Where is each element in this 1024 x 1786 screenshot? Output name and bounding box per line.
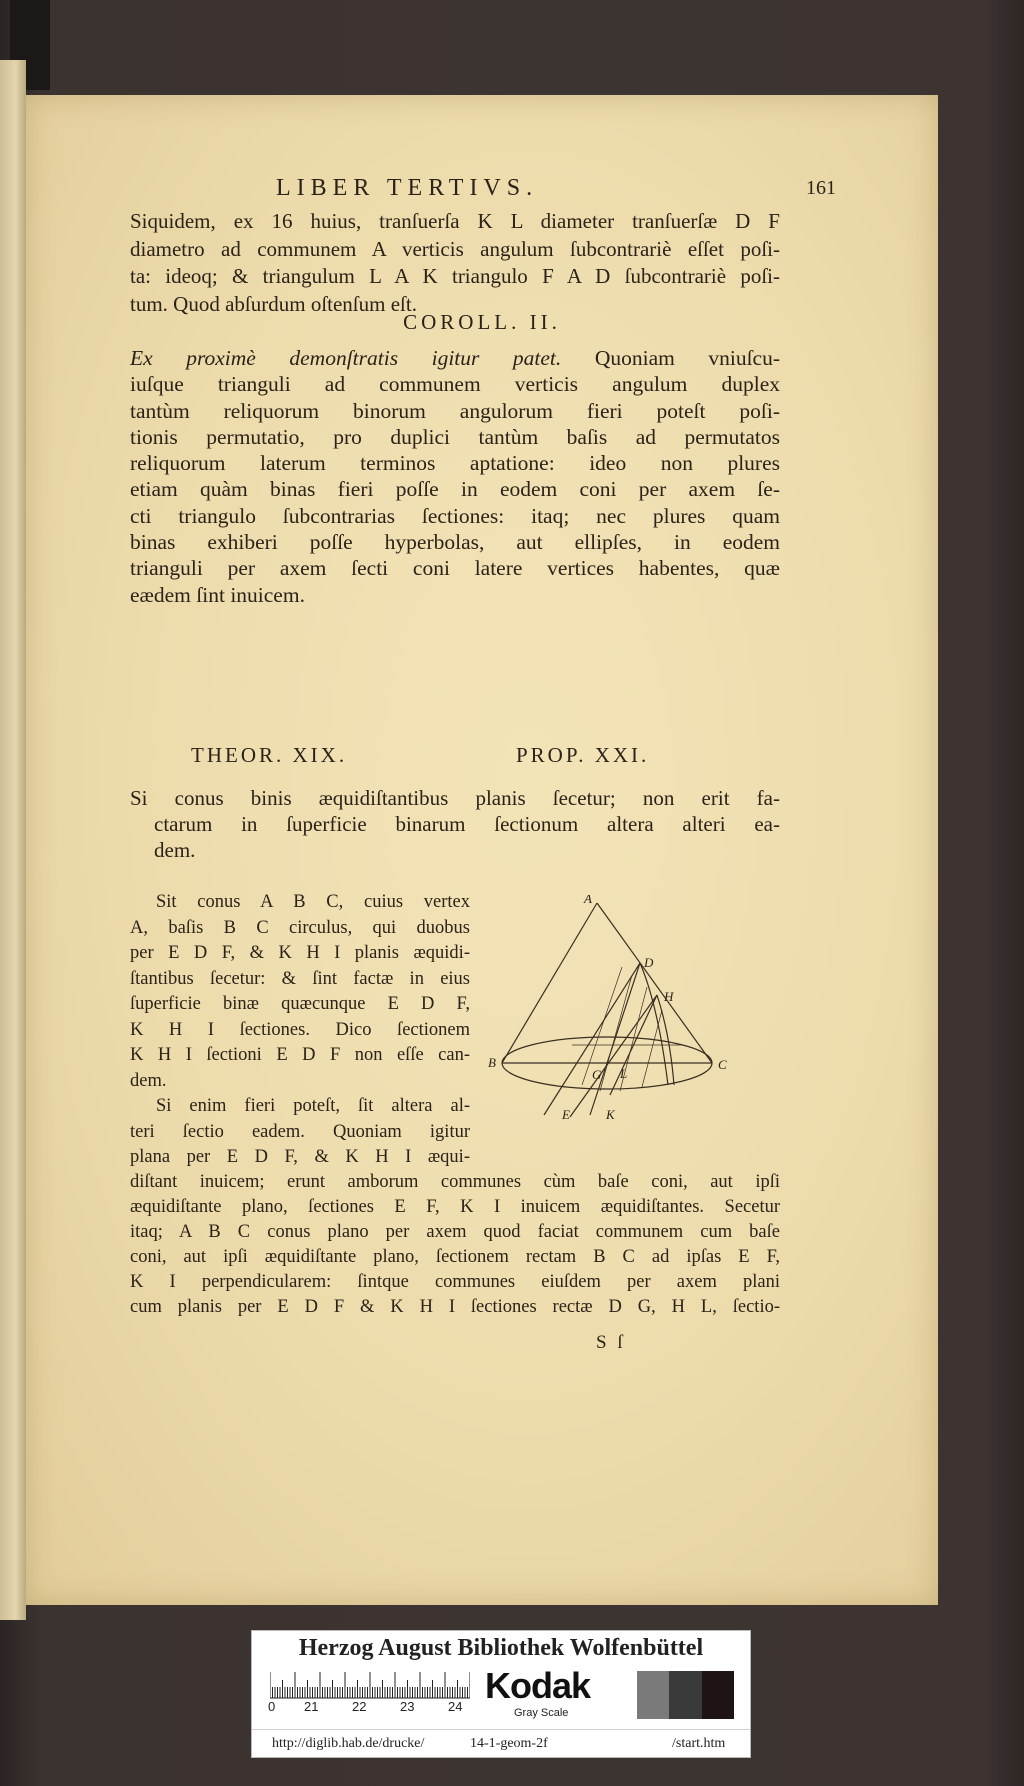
corollary-text <box>130 345 780 608</box>
kodak-logo: Kodak <box>485 1665 591 1706</box>
book-page <box>26 95 938 1605</box>
text-line: Siquidem, ex 16 huius, tranſuerſa K L diameter tranſuerſæ D F <box>130 209 780 233</box>
color-calibration-card <box>251 1630 751 1758</box>
label-c: C <box>718 1057 727 1072</box>
text-line: trianguli per axem ſecti coni latere vertices habentes, quæ <box>130 556 780 581</box>
cone-side-ab <box>502 903 597 1063</box>
text-line: reliquorum laterum terminos aptatione: ideo non plures <box>130 451 780 476</box>
text-line: cum planis per E D F & K H I ſectiones rectæ D G, H L, ſectio- <box>130 1297 780 1317</box>
ruler-label: 22 <box>352 1699 367 1714</box>
card-start-link: /start.htm <box>672 1736 726 1751</box>
ruler-label: 23 <box>400 1699 415 1714</box>
card-url: http://diglib.hab.de/drucke/ <box>272 1736 425 1751</box>
text-line: dem. <box>130 1070 167 1091</box>
text-line: teri ſectio eadem. Quoniam igitur <box>130 1121 470 1142</box>
card-shelfmark: 14-1-geom-2f <box>470 1736 548 1751</box>
section-line-hk <box>570 995 657 1117</box>
label-l: L <box>620 1066 628 1081</box>
text-line: tantùm reliquorum binorum angulorum fieri poteſt poſi- <box>130 398 780 423</box>
label-h: H <box>664 989 674 1004</box>
running-header <box>276 175 836 202</box>
hatch-line <box>582 967 622 1085</box>
text-line: A, baſis B C circulus, qui duobus <box>130 917 470 938</box>
text-line: Si enim fieri poteſt, ſit altera al- <box>156 1096 470 1116</box>
swatch-dark <box>669 1671 702 1719</box>
text-line: K H I ſectioni E D F non eſſe can- <box>130 1045 470 1065</box>
text-line: ta: ideoq; & triangulum L A K triangulo F A D ſubcontrariè poſi- <box>130 264 780 288</box>
label-k: K <box>606 1107 615 1122</box>
proposition-number: PROP. XXI. <box>516 743 650 767</box>
corollary-heading: COROLL. II. <box>403 310 561 334</box>
text-line: Si conus binis æquidiſtantibus planis ſecetur; non erit fa- <box>130 786 780 810</box>
label-e: E <box>562 1107 570 1122</box>
ruler-label: 21 <box>304 1699 319 1714</box>
corollary-first-line: Quoniam vniuſcu- <box>594 346 781 370</box>
label-a: A <box>584 895 592 906</box>
text-line: binas exhiberi poſſe hyperbolas, aut ellipſes, in eodem <box>130 530 780 555</box>
text-line: diametro ad communem A verticis angulum ſubcontrariè eſſet poſi- <box>130 236 780 261</box>
text-line: iuſque trianguli ad communem verticis angulum duplex <box>130 372 780 397</box>
text-line <box>130 345 780 371</box>
text-line: diſtant inuicem; erunt amborum communes cùm baſe coni, aut ipſi <box>130 1172 780 1192</box>
gray-scale-label: Gray Scale <box>514 1707 569 1719</box>
text-line: ſtantibus ſecetur: & ſint factæ in eius <box>130 968 470 989</box>
text-line: ctarum in ſuperficie binarum ſectionum altera alteri ea- <box>154 812 780 836</box>
theorem-number: THEOR. XIX. <box>191 743 348 767</box>
text-line: etiam quàm binas fieri poſſe in eodem coni per axem ſe- <box>130 477 780 502</box>
book-spine-edge <box>0 60 26 1620</box>
text-line: Sit conus A B C, cuius vertex <box>156 892 470 912</box>
text-line: per E D F, & K H I planis æquidi- <box>130 943 470 963</box>
swatch-white <box>604 1671 637 1719</box>
text-line: K I perpendicularem: ſintque communes eiuſdem per axem plani <box>130 1272 780 1292</box>
ruler-label: 24 <box>448 1699 463 1714</box>
corollary-intro: Ex proximè demonſtratis igitur patet. <box>130 346 562 370</box>
demonstration-full <box>130 1170 780 1320</box>
text-line: dem. <box>154 838 196 862</box>
signature-mark: S ſ <box>596 1332 626 1353</box>
text-line: ſuperficie binæ quæcunque E D F, <box>130 994 470 1014</box>
label-b: B <box>488 1055 496 1070</box>
text-line: plana per E D F, & K H I æqui- <box>130 1147 470 1167</box>
text-line: æquidiſtante plano, ſectiones E F, K I inuicem æquidiſtantes. Secetur <box>130 1197 780 1217</box>
demonstration-narrow <box>130 890 470 1171</box>
paragraph-top <box>130 208 780 318</box>
label-d: D <box>644 955 654 970</box>
card-footer <box>252 1729 750 1757</box>
text-line: tum. Quod abſurdum oſtenſum eſt. <box>130 291 417 316</box>
text-line: cti triangulo ſubcontrarias ſectiones: itaq; nec plures quam <box>130 503 780 528</box>
theorem-heading <box>191 743 711 768</box>
cone-figure <box>482 895 732 1135</box>
ruler-label: 0 <box>268 1699 276 1714</box>
text-line: coni, aut ipſi æquidiſtante plano, ſectionem rectam B C ad ipſas E F, <box>130 1247 780 1267</box>
running-title: LIBER TERTIVS. <box>276 175 539 201</box>
measurement-ruler <box>270 1669 470 1699</box>
text-line: itaq; A B C conus plano per axem quod faciat communem cum baſe <box>130 1222 780 1242</box>
library-name: Herzog August Bibliothek Wolfenbüttel <box>298 1635 704 1661</box>
label-g: G <box>592 1067 602 1082</box>
text-line: K H I ſectiones. Dico ſectionem <box>130 1019 470 1040</box>
text-line: eædem ſint inuicem. <box>130 582 305 607</box>
swatch-black <box>702 1671 735 1719</box>
text-line: tionis permutatio, pro duplici tantùm baſis ad permutatos <box>130 424 780 449</box>
gray-scale-swatches <box>604 1671 734 1719</box>
proposition-statement <box>130 785 780 863</box>
page-number: 161 <box>806 177 836 199</box>
swatch-gray <box>637 1671 670 1719</box>
